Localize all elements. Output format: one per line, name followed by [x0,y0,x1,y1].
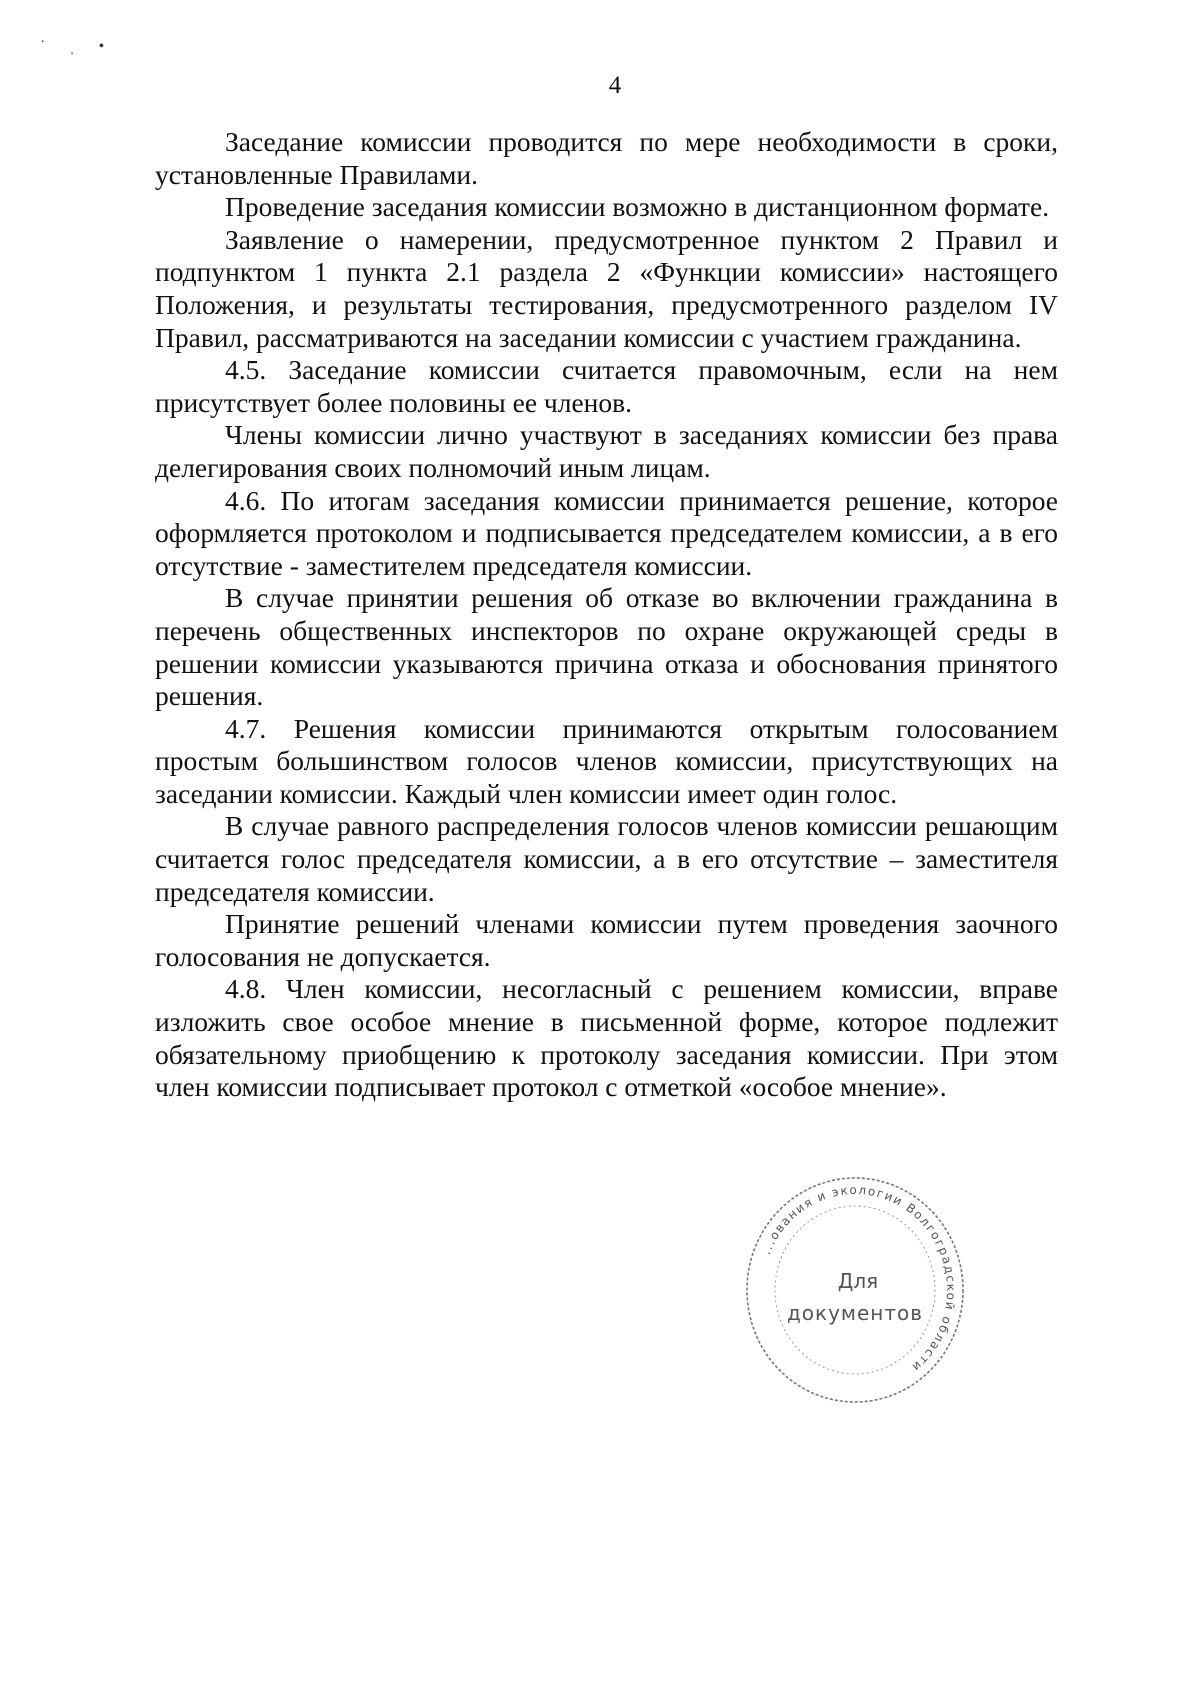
paragraph: Проведение заседания комиссии возможно в дистанционном формате. [225,191,1050,223]
document-body [155,126,1058,1104]
paragraph: Принятие решений членами комиссии путем проведения заочного голосования не допускается. [155,908,1058,972]
paragraph-clause-4-8: 4.8. Член комиссии, несогласный с решением комиссии, вправе изложить свое особое мнение в письменной форме, которое подлежит обязательному приобщению к протоколу заседания комиссии. При этом член комиссии подписывает протокол с отметкой «особое мнение». [155,973,1058,1103]
paragraph-clause-4-5: 4.5. Заседание комиссии считается правомочным, если на нем присутствует более половины ее членов. [155,354,1058,418]
scan-artifact-marks: ˙ ˌ • [40,38,115,55]
paragraph-clause-4-7: 4.7. Решения комиссии принимаются открытым голосованием простым большинством голосов членов комиссии, присутствующих на заседании комиссии. Каждый член комиссии имеет один голос. [155,712,1058,809]
paragraph: Заявление о намерении, предусмотренное пунктом 2 Правил и подпунктом 1 пункта 2.1 раздела 2 «Функции комиссии» настоящего Положения, и результаты тестирования, предусмотренного разделом IV Правил, рассматриваются на заседании комиссии с участием гражданина. [155,223,1058,353]
svg-text:...ования и экологии Волгоград: ...ования и экологии Волгоградской области [758,1182,959,1375]
paragraph: В случае равного распределения голосов членов комиссии решающим считается голос председателя комиссии, а в его отсутствие – заместителя председателя комиссии. [155,810,1058,907]
svg-text:Для: Для [837,1269,879,1293]
page-number: 4 [608,72,622,99]
paragraph: В случае принятии решения об отказе во включении гражданина в перечень общественных инспекторов по охране окружающей среды в решении комиссии указываются причина отказа и обоснования принятого решения. [155,582,1058,712]
svg-text:документов: документов [786,1301,924,1325]
paragraph: Члены комиссии лично участвуют в заседаниях комиссии без права делегирования своих полномочий иным лицам. [155,419,1058,483]
official-stamp [740,1170,970,1410]
paragraph: Заседание комиссии проводится по мере необходимости в сроки, установленные Правилами. [155,126,1058,190]
paragraph-clause-4-6: 4.6. По итогам заседания комиссии принимается решение, которое оформляется протоколом и подписывается председателем комиссии, а в его отсутствие - заместителем председателя комиссии. [155,484,1058,581]
